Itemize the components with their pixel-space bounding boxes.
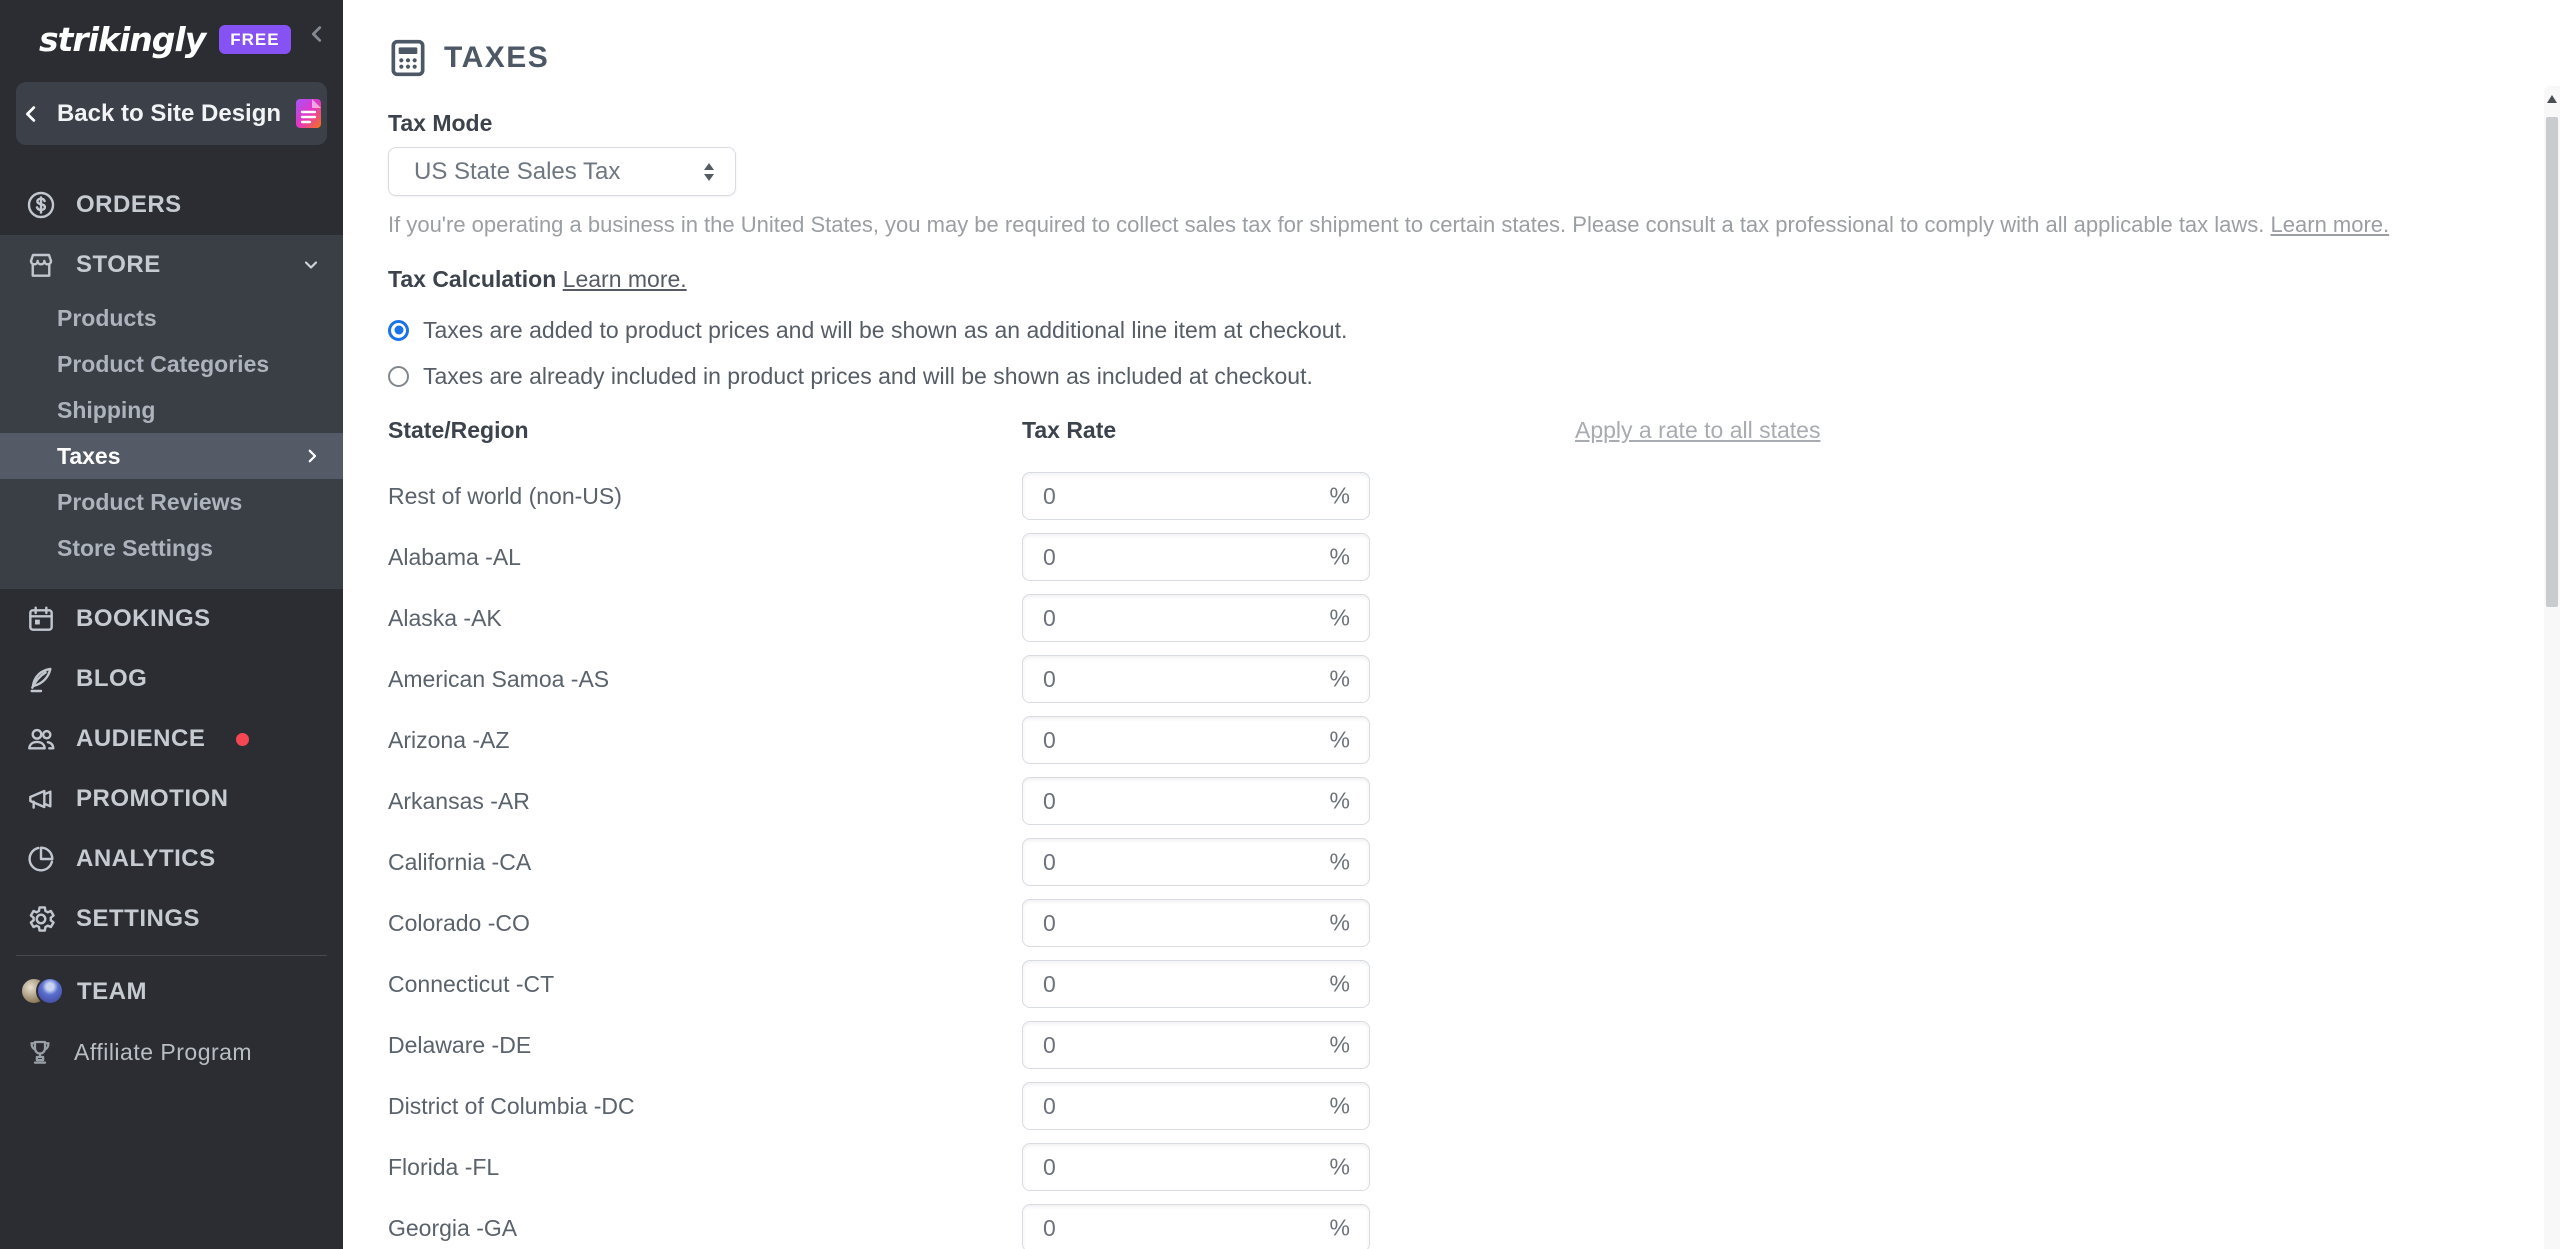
tax-rate-field <box>1022 960 1370 1008</box>
tax-rate-input[interactable] <box>1022 472 1370 520</box>
tax-rate-field <box>1022 594 1370 642</box>
scrollbar-thumb[interactable] <box>2546 117 2558 607</box>
tax-rate-field <box>1022 1143 1370 1191</box>
back-to-site-design-button[interactable] <box>16 82 327 145</box>
state-label: Delaware -DE <box>388 1032 532 1058</box>
quill-icon <box>25 663 57 695</box>
megaphone-icon <box>25 783 57 815</box>
sidebar-item-shipping[interactable]: Shipping <box>57 396 156 423</box>
chevron-right-icon <box>303 447 321 465</box>
sidebar-item-taxes[interactable]: Taxes <box>0 433 343 479</box>
table-row <box>388 655 2560 716</box>
trophy-icon <box>25 1037 55 1067</box>
state-label: Arizona -AZ <box>388 727 510 753</box>
percent-suffix: % <box>1329 1031 1350 1058</box>
tax-mode-description: If you're operating a business in the United States, you may be required to collect sales tax for shipment to certain states. Please consult a tax professional to comply with all applicable tax laws. Learn more. <box>388 212 2390 237</box>
tax-rate-input[interactable] <box>1022 1082 1370 1130</box>
sidebar-item-label: TEAM <box>77 978 147 1005</box>
table-row <box>388 716 2560 777</box>
sidebar-item-bookings[interactable] <box>0 589 343 649</box>
sidebar-item-product-reviews[interactable]: Product Reviews <box>57 488 243 515</box>
table-row <box>388 1143 2560 1204</box>
gear-icon <box>25 903 57 935</box>
sidebar-item-audience[interactable] <box>0 709 343 769</box>
tax-mode-select[interactable] <box>388 147 736 196</box>
state-label: Florida -FL <box>388 1154 500 1180</box>
percent-suffix: % <box>1329 665 1350 692</box>
table-row <box>388 1082 2560 1143</box>
tax-rate-field <box>1022 472 1370 520</box>
tax-calculation-option[interactable]: Taxes are added to product prices and will be shown as an additional line item at checkout. <box>388 315 2560 345</box>
percent-suffix: % <box>1329 543 1350 570</box>
percent-suffix: % <box>1329 970 1350 997</box>
tax-rate-field <box>1022 1021 1370 1069</box>
calendar-icon <box>25 603 57 635</box>
sidebar-item-store-settings[interactable]: Store Settings <box>57 534 213 561</box>
sidebar-item-affiliate-program[interactable] <box>0 1022 343 1082</box>
storefront-icon <box>25 249 57 281</box>
table-row <box>388 1204 2560 1249</box>
percent-suffix: % <box>1329 848 1350 875</box>
strikingly-logo: strikingly <box>39 19 206 59</box>
percent-suffix: % <box>1329 1092 1350 1119</box>
sidebar-item-products[interactable]: Products <box>57 304 157 331</box>
back-button-label: Back to Site Design <box>56 99 282 127</box>
table-row <box>388 899 2560 960</box>
sidebar-item-label: Affiliate Program <box>74 1038 253 1065</box>
vertical-scrollbar[interactable] <box>2544 86 2560 1249</box>
tax-rate-table <box>388 472 2560 1249</box>
people-icon <box>25 723 57 755</box>
sidebar-item-orders[interactable] <box>0 175 343 235</box>
table-row <box>388 1021 2560 1082</box>
sidebar-item-label: ANALYTICS <box>76 845 216 872</box>
state-region-header: State/Region <box>388 417 529 443</box>
percent-suffix: % <box>1329 909 1350 936</box>
state-label: Arkansas -AR <box>388 788 530 814</box>
table-row <box>388 838 2560 899</box>
tax-rate-field <box>1022 1082 1370 1130</box>
state-label: Connecticut -CT <box>388 971 555 997</box>
sidebar-nav <box>0 175 343 1082</box>
sidebar-item-blog[interactable] <box>0 649 343 709</box>
tax-rate-input[interactable] <box>1022 960 1370 1008</box>
learn-more-link[interactable]: Learn more. <box>2270 212 2390 237</box>
sidebar-divider <box>16 955 327 956</box>
sidebar-item-team[interactable] <box>0 962 343 1022</box>
state-label: District of Columbia -DC <box>388 1093 635 1119</box>
percent-suffix: % <box>1329 726 1350 753</box>
sidebar <box>0 0 343 1249</box>
page-title: TAXES <box>444 41 550 74</box>
sidebar-item-analytics[interactable] <box>0 829 343 889</box>
sidebar-collapse-button[interactable] <box>303 20 331 48</box>
tax-calculation-options <box>388 315 2560 391</box>
notification-dot <box>236 733 249 746</box>
tax-mode-value: US State Sales Tax <box>414 157 621 185</box>
table-row <box>388 472 2560 533</box>
table-row <box>388 594 2560 655</box>
sidebar-item-label: ORDERS <box>76 191 182 218</box>
sidebar-item-label: STORE <box>76 251 161 278</box>
state-label: Rest of world (non-US) <box>388 483 622 509</box>
state-label: Alaska -AK <box>388 605 502 631</box>
chevron-left-icon <box>21 103 43 125</box>
table-row <box>388 777 2560 838</box>
tax-rate-field <box>1022 777 1370 825</box>
site-page-icon <box>295 98 322 129</box>
tax-mode-label: Tax Mode <box>388 110 493 136</box>
sidebar-item-settings[interactable] <box>0 889 343 949</box>
sidebar-item-product-categories[interactable]: Product Categories <box>57 350 270 377</box>
store-section <box>0 235 343 589</box>
state-label: Georgia -GA <box>388 1215 518 1241</box>
percent-suffix: % <box>1329 1214 1350 1241</box>
sidebar-item-promotion[interactable] <box>0 769 343 829</box>
tax-calculation-option[interactable]: Taxes are already included in product prices and will be shown as included at checkout. <box>388 361 2560 391</box>
tax-rate-input[interactable] <box>1022 1143 1370 1191</box>
tax-rate-input[interactable] <box>1022 533 1370 581</box>
radio-button-icon <box>388 320 409 341</box>
tax-rate-field <box>1022 716 1370 764</box>
tax-rate-input[interactable] <box>1022 899 1370 947</box>
learn-more-link[interactable]: Learn more. <box>562 266 687 292</box>
table-row <box>388 533 2560 594</box>
page-title-row <box>388 0 2560 78</box>
tax-rate-input[interactable] <box>1022 1204 1370 1249</box>
sidebar-item-label: AUDIENCE <box>76 725 206 752</box>
tax-calculation-heading: Tax Calculation Learn more. <box>388 266 687 292</box>
radio-button-icon <box>388 366 409 387</box>
percent-suffix: % <box>1329 787 1350 814</box>
percent-suffix: % <box>1329 1153 1350 1180</box>
tax-rate-field <box>1022 899 1370 947</box>
dollar-circle-icon <box>25 189 57 221</box>
pie-chart-icon <box>25 843 57 875</box>
scroll-up-arrow-icon[interactable] <box>2547 95 2557 103</box>
percent-suffix: % <box>1329 482 1350 509</box>
tax-rate-field <box>1022 533 1370 581</box>
tax-rate-field <box>1022 655 1370 703</box>
tax-rate-input[interactable] <box>1022 838 1370 886</box>
tax-rate-input[interactable] <box>1022 655 1370 703</box>
state-label: California -CA <box>388 849 532 875</box>
state-label: American Samoa -AS <box>388 666 610 692</box>
table-row <box>388 960 2560 1021</box>
plan-badge: FREE <box>219 25 290 54</box>
tax-rate-field <box>1022 1204 1370 1249</box>
sidebar-item-label: SETTINGS <box>76 905 201 932</box>
tax-table-header <box>388 417 2560 444</box>
select-arrows-icon <box>701 161 717 183</box>
taxes-page <box>343 0 2560 1249</box>
chevron-down-icon <box>301 255 321 275</box>
apply-rate-all-states-link[interactable]: Apply a rate to all states <box>1575 417 1821 443</box>
calculator-icon <box>388 38 428 78</box>
logo-row <box>0 0 343 62</box>
sidebar-item-store[interactable] <box>0 235 343 295</box>
tax-rate-input[interactable] <box>1022 777 1370 825</box>
chevron-left-icon <box>306 23 328 45</box>
tax-rate-input[interactable] <box>1022 594 1370 642</box>
sidebar-item-label: BOOKINGS <box>76 605 211 632</box>
team-avatars-icon <box>20 977 64 1007</box>
tax-rate-header: Tax Rate <box>1022 417 1117 443</box>
sidebar-item-label: BLOG <box>76 665 148 692</box>
state-label: Alabama -AL <box>388 544 521 570</box>
state-label: Colorado -CO <box>388 910 530 936</box>
percent-suffix: % <box>1329 604 1350 631</box>
sidebar-item-label: PROMOTION <box>76 785 229 812</box>
tax-rate-input[interactable] <box>1022 716 1370 764</box>
tax-rate-input[interactable] <box>1022 1021 1370 1069</box>
tax-rate-field <box>1022 838 1370 886</box>
